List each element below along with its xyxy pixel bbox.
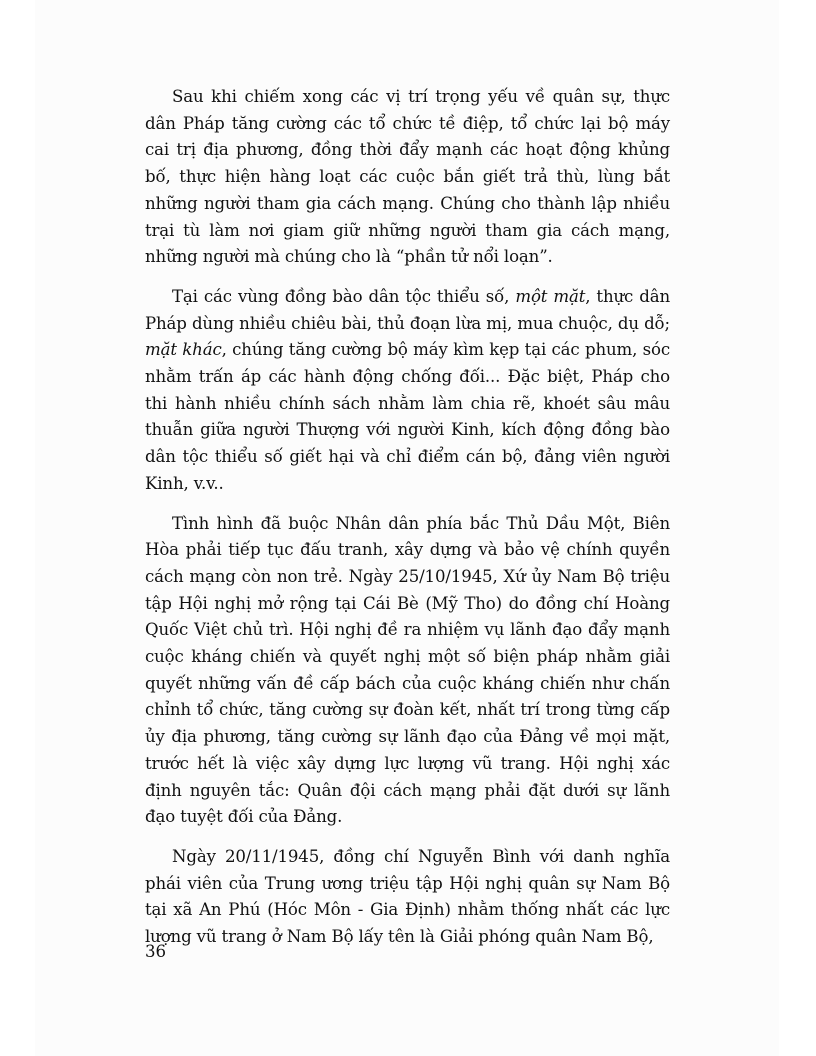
emphasis-text: một mặt [515,286,586,306]
paragraph-cai-be-conference [145,511,670,831]
page-number: 36 [145,942,167,961]
paragraph-text: Ngày 20/11/1945, đồng chí Nguyễn Bình với danh nghĩa phái viên của Trung ương triệu tập Hội nghị quân sự Nam Bộ tại xã An Phú (Hóc Môn - Gia Định) nhằm thống nhất các lực lượng vũ trang ở Nam Bộ lấy tên là Giải phóng quân Nam Bộ, [145,846,670,947]
paragraph-military-conference [145,844,670,951]
paragraph-text: , thực dân Pháp dùng nhiều chiêu bài, thủ đoạn lừa mị, mua chuộc, dụ dỗ; [145,286,670,333]
paragraph-french-consolidation [145,84,670,271]
paragraph-text: Tình hình đã buộc Nhân dân phía bắc Thủ Dầu Một, Biên Hòa phải tiếp tục đấu tranh, xây dựng và bảo vệ chính quyền cách mạng còn non trẻ. Ngày 25/10/1945, Xứ ủy Nam Bộ triệu tập Hội nghị mở rộng tại Cái Bè (Mỹ Tho) do đồng chí Hoàng Quốc Việt chủ trì. Hội nghị đề ra nhiệm vụ lãnh đạo đẩy mạnh cuộc kháng chiến và quyết nghị một số biện pháp nhằm giải quyết những vấn đề cấp bách của cuộc kháng chiến như chấn chỉnh tổ chức, tăng cường sự đoàn kết, nhất trí trong từng cấp ủy địa phương, tăng cường sự lãnh đạo của Đảng về mọi mặt, trước hết là việc xây dựng lực lượng vũ trang. Hội nghị xác định nguyên tắc: Quân đội cách mạng phải đặt dưới sự lãnh đạo tuyệt đối của Đảng. [145,513,670,827]
emphasis-text: mặt khác [145,340,222,360]
paragraph-ethnic-minority-areas [145,284,670,498]
paragraph-text: , chúng tăng cường bộ máy kìm kẹp tại các phum, sóc nhằm trấn áp các hành động chống đối... Đặc biệt, Pháp cho thi hành nhiều chính sách nhằm làm chia rẽ, khoét sâu mâu thuẫn giữa người Thượng với người Kinh, kích động đồng bào dân tộc thiểu số giết hại và chỉ điểm cán bộ, đảng viên người Kinh, v.v.. [145,340,670,493]
paragraph-text: Sau khi chiếm xong các vị trí trọng yếu về quân sự, thực dân Pháp tăng cường các tổ chức tề điệp, tổ chức lại bộ máy cai trị địa phương, đồng thời đẩy mạnh các hoạt động khủng bố, thực hiện hàng loạt các cuộc bắn giết trả thù, lùng bắt những người tham gia cách mạng. Chúng cho thành lập nhiều trại tù làm nơi giam giữ những người tham gia cách mạng, những người mà chúng cho là “phần tử nổi loạn”. [145,87,670,267]
body-text [145,84,670,964]
paragraph-text: Tại các vùng đồng bào dân tộc thiểu số, [172,286,516,306]
